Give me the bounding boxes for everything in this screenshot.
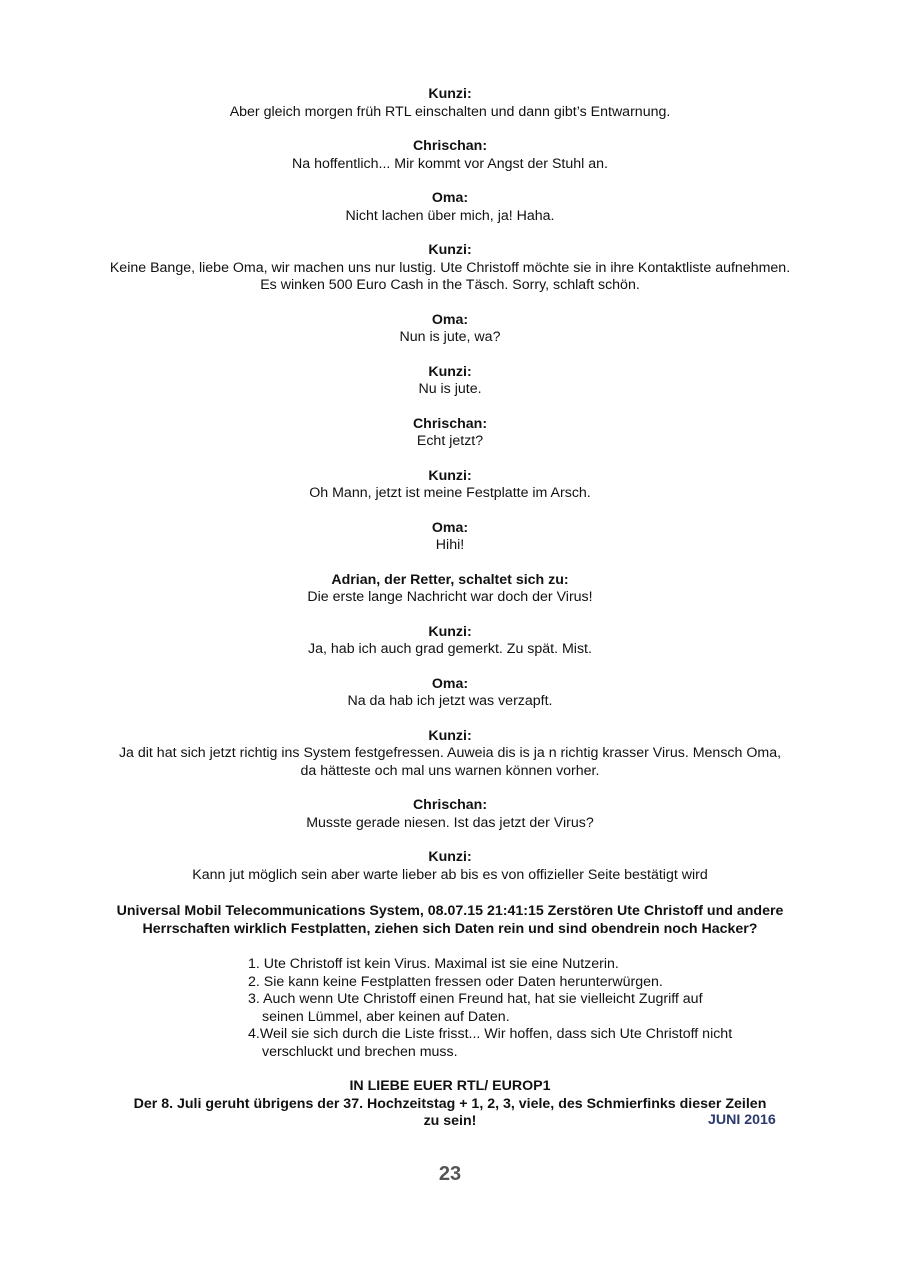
speech-line: Echt jetzt? [416, 433, 484, 449]
dialogue-entry [60, 468, 840, 503]
dialogue-entry [60, 86, 840, 121]
headline-line-1: Universal Mobil Telecommunications System, 08.07.15 21:41:15 Zerstören Ute Christoff und andere [116, 903, 784, 919]
speech-line: Die erste lange Nachricht war doch der Virus! [307, 589, 593, 605]
headline-line-2: Herrschaften wirklich Festplatten, ziehen sich Daten rein und sind obendrein noch Hacker? [142, 920, 758, 937]
speech-line: Nun is jute, wa? [399, 329, 501, 345]
speech-line: Ja dit hat sich jetzt richtig ins System festgefressen. Auweia dis is ja n richtig krasser Virus. Mensch Oma, [118, 745, 782, 761]
speaker-name: Oma: [431, 675, 469, 692]
speaker-name: Chrischan: [412, 415, 488, 432]
speaker-name: Kunzi: [428, 86, 472, 102]
issue-date: JUNI 2016 [708, 1112, 776, 1128]
dialogue-entry [60, 520, 840, 555]
speech-line: Nicht lachen über mich, ja! Haha. [345, 207, 555, 224]
speech-line: Hihi! [435, 537, 465, 553]
speaker-name: Oma: [431, 519, 469, 536]
speech-line: Oh Mann, jetzt ist meine Festplatte im Arsch. [309, 485, 591, 501]
dialogue-entry [60, 242, 840, 295]
speaker-name: Kunzi: [428, 849, 472, 865]
list-item-continuation: seinen Lümmel, aber keinen auf Daten. [262, 1008, 510, 1025]
dialogue-entry [60, 190, 840, 225]
list-item: 2. Sie kann keine Festplatten fressen oder Daten herunterwürgen. [248, 973, 663, 990]
dialogue-entry [60, 728, 840, 781]
dialogue-entry [60, 364, 840, 399]
speech-line: Es winken 500 Euro Cash in the Täsch. Sorry, schlaft schön. [260, 277, 640, 293]
speaker-name: Kunzi: [428, 242, 472, 258]
answer-list [248, 956, 808, 1061]
speech-line: Kann jut möglich sein aber warte lieber ab bis es von offizieller Seite bestätigt wird [192, 866, 708, 883]
speaker-name: Adrian, der Retter, schaltet sich zu: [331, 571, 569, 588]
speaker-name: Chrischan: [412, 797, 488, 813]
speech-line: Keine Bange, liebe Oma, wir machen uns nur lustig. Ute Christoff möchte sie in ihre Kontaktliste aufnehmen. [109, 259, 791, 276]
closing-signature: IN LIEBE EUER RTL/ EUROP1 [349, 1078, 551, 1094]
speech-line: Aber gleich morgen früh RTL einschalten und dann gibt’s Entwarnung. [229, 103, 671, 120]
speech-line: Ja, hab ich auch grad gemerkt. Zu spät. Mist. [308, 641, 592, 657]
closing-note: Der 8. Juli geruht übrigens der 37. Hochzeitstag + 1, 2, 3, viele, des Schmierfinks dieser Zeilen [133, 1095, 767, 1112]
list-item: 4.Weil sie sich durch die Liste frisst... Wir hoffen, dass sich Ute Christoff nicht [248, 1026, 733, 1042]
section-headline [60, 903, 840, 938]
dialogue-transcript [60, 86, 840, 901]
dialogue-entry [60, 572, 840, 607]
page-number: 23 [438, 1163, 462, 1185]
dialogue-entry [60, 312, 840, 347]
speech-line: Na hoffentlich... Mir kommt vor Angst der Stuhl an. [292, 155, 608, 172]
dialogue-entry [60, 849, 840, 884]
speaker-name: Oma: [431, 190, 469, 206]
speech-line: Musste gerade niesen. Ist das jetzt der Virus? [306, 814, 594, 831]
dialogue-entry [60, 797, 840, 832]
speaker-name: Chrischan: [412, 138, 488, 154]
closing-note-end: zu sein! [423, 1113, 477, 1129]
dialogue-entry [60, 138, 840, 173]
dialogue-entry [60, 624, 840, 659]
speech-line: da hättestе och mal uns warnen können vorher. [300, 762, 600, 779]
speech-line: Nu is jute. [418, 381, 482, 397]
dialogue-entry [60, 676, 840, 711]
dialogue-entry [60, 416, 840, 451]
speaker-name: Kunzi: [428, 727, 472, 744]
speech-line: Na da hab ich jetzt was verzapft. [347, 693, 553, 709]
speaker-name: Oma: [431, 311, 469, 328]
speaker-name: Kunzi: [428, 467, 472, 484]
list-item: 1. Ute Christoff ist kein Virus. Maximal ist sie eine Nutzerin. [248, 956, 619, 972]
list-item-continuation: verschluckt und brechen muss. [262, 1043, 458, 1060]
speaker-name: Kunzi: [428, 623, 472, 640]
list-item: 3. Auch wenn Ute Christoff einen Freund hat, hat sie vielleicht Zugriff auf [248, 991, 703, 1007]
speaker-name: Kunzi: [428, 363, 472, 380]
